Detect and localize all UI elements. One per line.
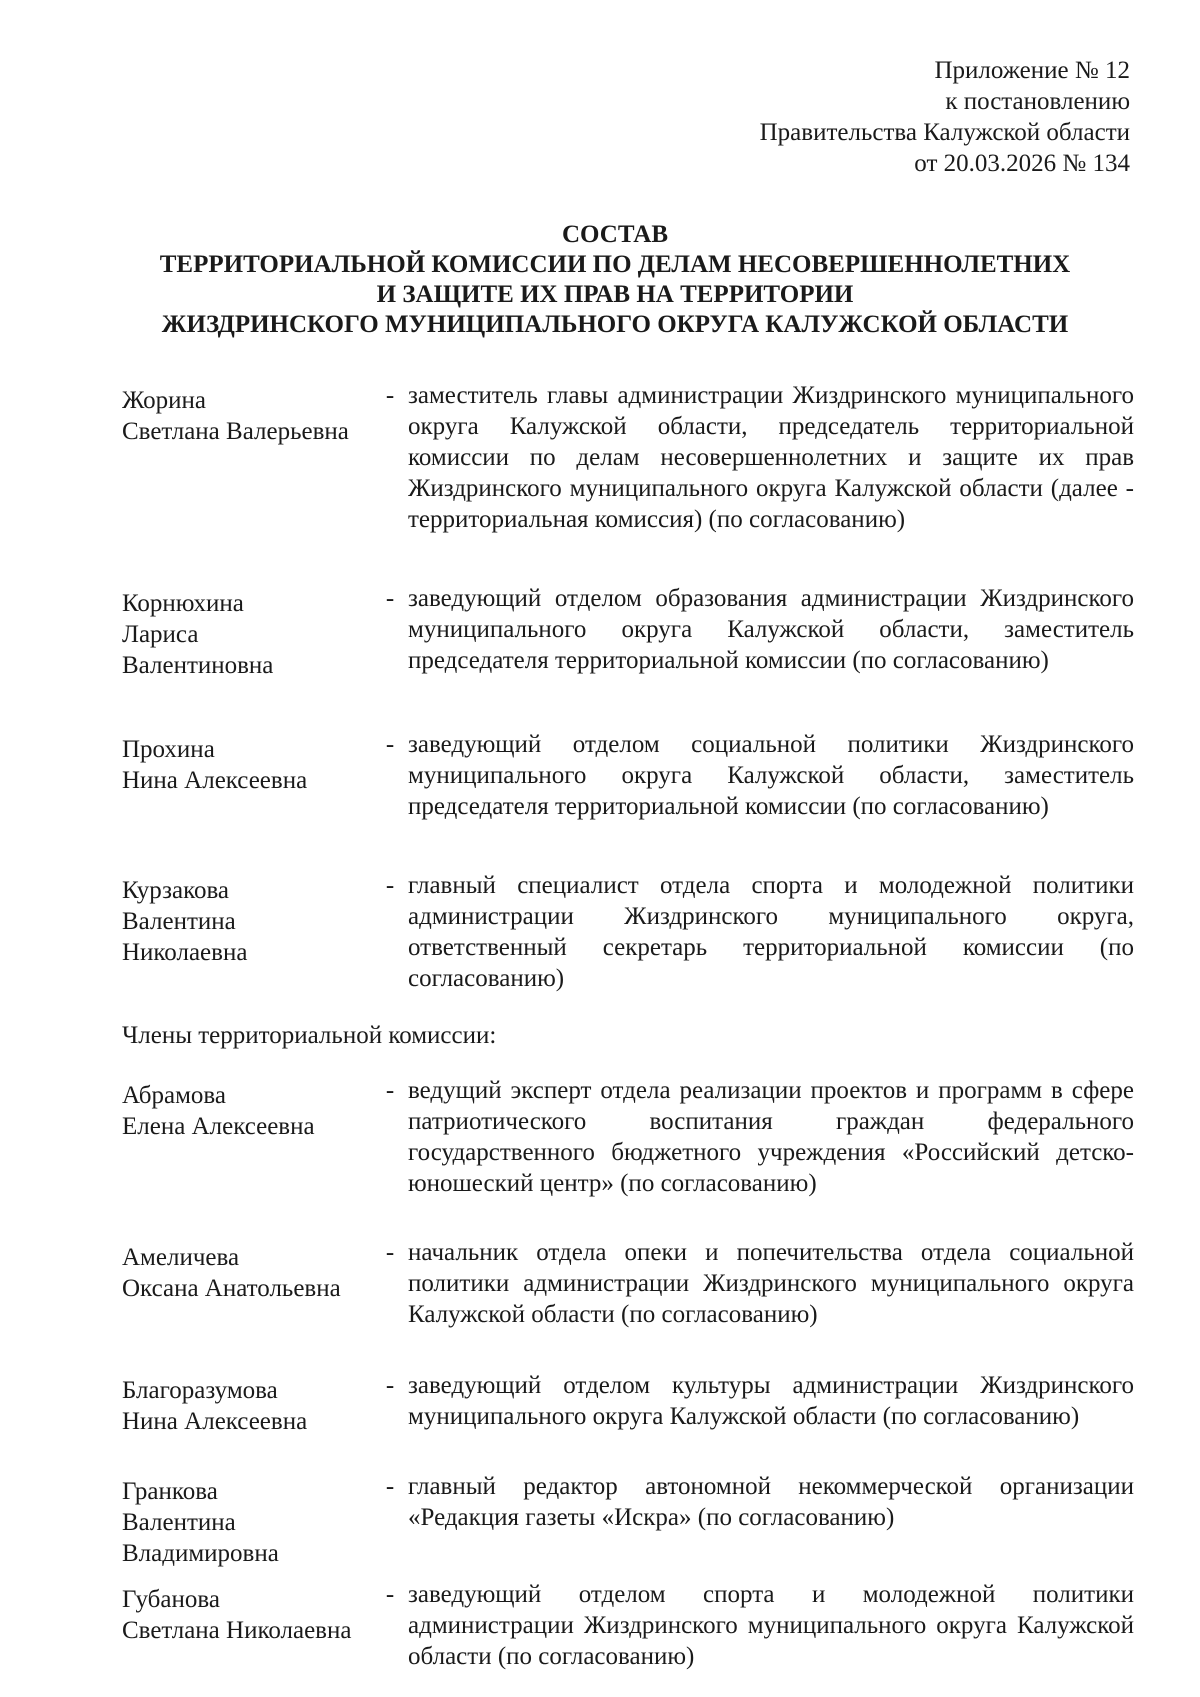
entry-dash: - (385, 872, 395, 899)
appendix-authority: Правительства Калужской области (759, 119, 1130, 146)
appendix-number: Приложение № 12 (934, 57, 1130, 84)
person-position: заведующий отделом спорта и молодежной политики администрации Жиздринского муниципального округа Калужской области (по согласованию) (408, 1581, 1134, 1670)
person-name: Абрамова Елена Алексеевна (122, 1082, 315, 1140)
title-line-3: И ЗАЩИТЕ ИХ ПРАВ НА ТЕРРИТОРИИ (376, 281, 854, 308)
entry-dash: - (385, 382, 395, 409)
entry-dash: - (385, 585, 395, 612)
person-name: Губанова Светлана Николаевна (122, 1586, 352, 1644)
person-name: Благоразумова Нина Алексеевна (122, 1377, 308, 1435)
members-section-header: Члены территориальной комиссии: (122, 1022, 497, 1049)
entry-dash: - (385, 1372, 395, 1399)
person-name: Гранкова Валентина Владимировна (122, 1478, 279, 1567)
person-name: Жорина Светлана Валерьевна (122, 387, 349, 445)
person-name: Прохина Нина Алексеевна (122, 736, 308, 794)
commission-entry (122, 1579, 1142, 1672)
commission-entry (122, 1075, 1142, 1199)
entry-dash: - (385, 1473, 395, 1500)
person-position: заместитель главы администрации Жиздринского муниципального округа Калужской области, председатель территориальной комиссии по делам несовершеннолетних и защите их прав Жиздринского муниципального округа Калужской области (далее - территориальная комиссия) (по согласованию) (408, 382, 1134, 533)
commission-entry (122, 729, 1142, 822)
entry-dash: - (385, 1581, 395, 1608)
commission-composition (122, 380, 1142, 1672)
person-position: заведующий отделом образования администрации Жиздринского муниципального округа Калужской области, заместитель председателя территориальной комиссии (по согласованию) (408, 585, 1134, 674)
person-name: Амеличева Оксана Анатольевна (122, 1244, 341, 1302)
commission-entry (122, 1237, 1142, 1330)
appendix-reference: к постановлению (945, 88, 1130, 115)
title-line-4: ЖИЗДРИНСКОГО МУНИЦИПАЛЬНОГО ОКРУГА КАЛУЖСКОЙ ОБЛАСТИ (161, 311, 1069, 338)
commission-entry (122, 380, 1142, 535)
appendix-date-number: от 20.03.2026 № 134 (914, 150, 1130, 177)
commission-entry (122, 1370, 1142, 1437)
title-line-2: ТЕРРИТОРИАЛЬНОЙ КОМИССИИ ПО ДЕЛАМ НЕСОВЕРШЕННОЛЕТНИХ (159, 251, 1071, 278)
person-position: главный редактор автономной некоммерческой организации «Редакция газеты «Искра» (по согласованию) (408, 1473, 1134, 1531)
commission-entry (122, 1471, 1142, 1569)
title-line-1: СОСТАВ (561, 221, 669, 248)
commission-entry (122, 870, 1142, 994)
person-position: главный специалист отдела спорта и молодежной политики администрации Жиздринского муниципального округа, ответственный секретарь территориальной комиссии (по согласованию) (408, 872, 1134, 992)
person-position: заведующий отделом культуры администрации Жиздринского муниципального округа Калужской области (по согласованию) (408, 1372, 1134, 1430)
commission-entry (122, 583, 1142, 681)
entry-dash: - (385, 1077, 395, 1104)
person-position: ведущий эксперт отдела реализации проектов и программ в сфере патриотического воспитания граждан федерального государственного бюджетного учреждения «Российский детско-юношеский центр» (по согласованию) (408, 1077, 1134, 1197)
person-position: заведующий отделом социальной политики Жиздринского муниципального округа Калужской области, заместитель председателя территориальной комиссии (по согласованию) (408, 731, 1134, 820)
person-name: Курзакова Валентина Николаевна (122, 877, 248, 966)
appendix-header (610, 55, 1130, 179)
person-position: начальник отдела опеки и попечительства отдела социальной политики администрации Жиздринского муниципального округа Калужской области (по согласованию) (408, 1239, 1134, 1328)
person-name: Корнюхина Лариса Валентиновна (122, 590, 274, 679)
entry-dash: - (385, 1239, 395, 1266)
entry-dash: - (385, 731, 395, 758)
document-title (120, 220, 1110, 340)
